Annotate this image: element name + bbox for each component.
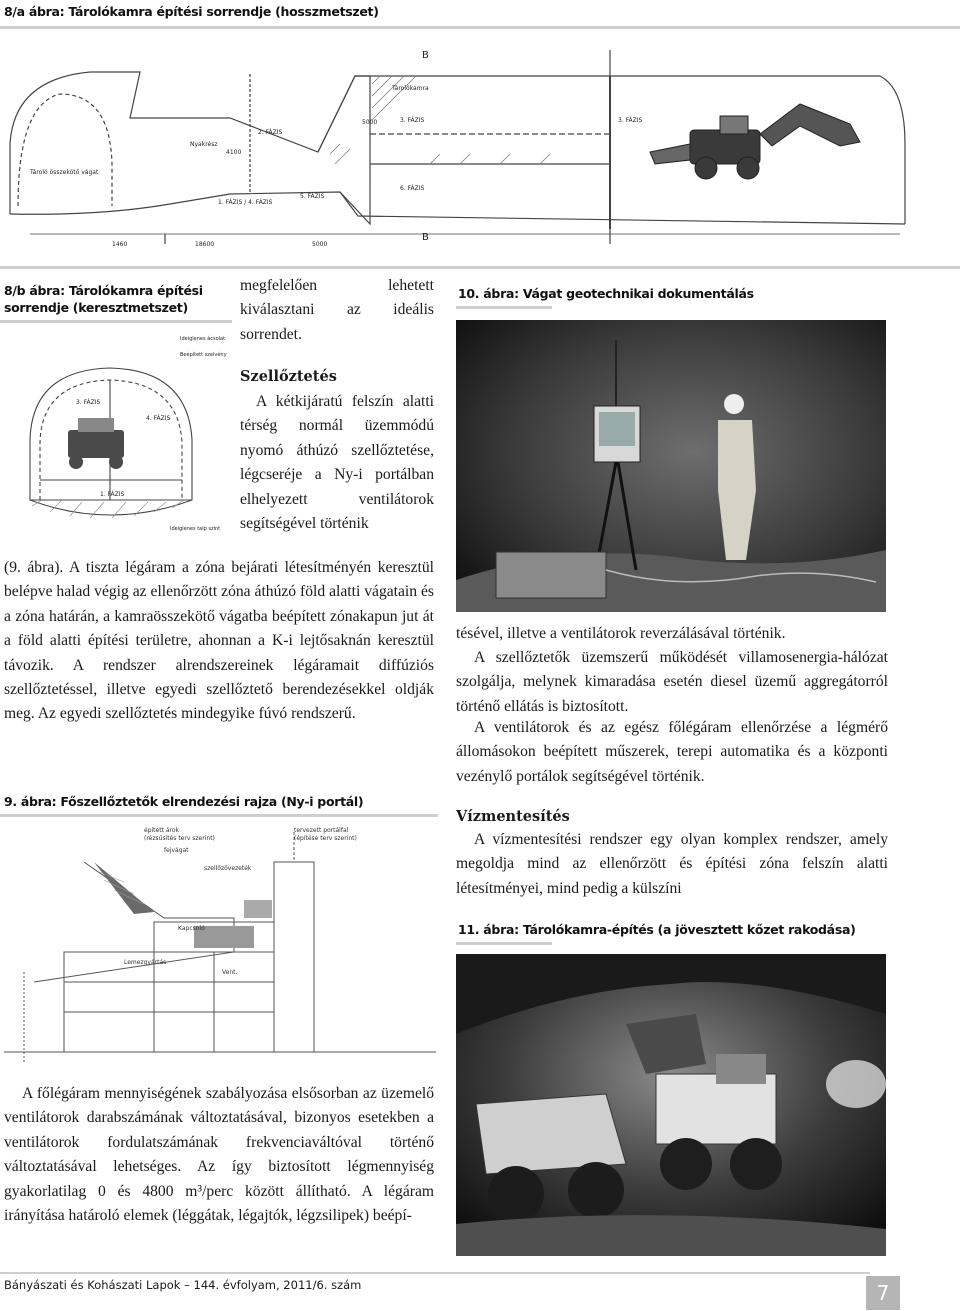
fig11-photo-scene bbox=[456, 954, 886, 1256]
fig8a-phase3a: 3. FÁZIS bbox=[400, 117, 425, 124]
fig8b-phase4: 4. FÁZIS bbox=[146, 415, 171, 422]
right-para-1: tésével, illetve a ventilátorok reverzálásával történik. bbox=[456, 625, 786, 642]
fig10-photo bbox=[456, 320, 886, 612]
fig8b-rule bbox=[0, 320, 232, 323]
fig9-caption: 9. ábra: Főszellőztetők elrendezési rajza (Ny-i portál) bbox=[4, 794, 364, 809]
fig8b-phase1: 1. FÁZIS bbox=[100, 491, 125, 498]
fig8b-note3: Ideiglenes talp szint bbox=[170, 526, 221, 532]
fig11-caption: 11. ábra: Tárolókamra-építés (a jövesztett kőzet rakodása) bbox=[458, 922, 856, 937]
fig8a-phase5: 5. FÁZIS bbox=[300, 193, 325, 200]
fig11-rule bbox=[456, 942, 552, 945]
dewatering-paragraph: A vízmentesítési rendszer egy olyan komplex rendszer, amely megoldja mind az ellenőrzött és építési zóna felszín alatti létesítményei, mind pedig a külszíni bbox=[456, 831, 888, 897]
fig8a-phase3b: 3. FÁZIS bbox=[618, 117, 643, 124]
mid-rule bbox=[0, 266, 960, 269]
fig9-label-6: szellőzővezeték bbox=[204, 865, 252, 872]
fig9-label-4: (építése terv szerint) bbox=[294, 835, 357, 842]
ventilation-heading: Szellőztetés bbox=[240, 368, 337, 385]
fig8a-b-bottom: B bbox=[422, 232, 429, 243]
fig10-caption: 10. ábra: Vágat geotechnikai dokumentálás bbox=[458, 286, 754, 301]
fig8a-b-top: B bbox=[422, 50, 429, 61]
fig8b-caption: 8/b ábra: Tárolókamra építési sorrendje (keresztmetszet) bbox=[4, 283, 203, 315]
fig8a-dim2: 18600 bbox=[195, 241, 215, 248]
fig9-label-3: tervezett portálfal bbox=[294, 827, 349, 834]
fig8a-connector: Tároló összekötő vágat bbox=[30, 169, 99, 176]
fig9-label-5: fejvágat bbox=[164, 847, 189, 854]
fig8a-storage-label: Tárolókamra bbox=[392, 85, 429, 92]
fig8a-h1: 4100 bbox=[226, 149, 242, 156]
fig8b-note1: Ideiglenes ácsolat bbox=[180, 336, 226, 342]
bottom-left-paragraph: A főlégáram mennyiségének szabályozása elsősorban az üzemelő ventilátorok darabszámának változtatásával, bizonyos esetekben a ventilátorok fordulatszámának frekvenciaváltóval történő változtatásával lehetséges. Az így biztosított légmennyiség gyakorlatilag 0 és 4800 m³/perc között állítható. A légáram irányítása határoló elemek (léggátak, légajtók, légzsilipek) beépí- bbox=[4, 1085, 434, 1225]
right-para-3: A ventilátorok és az egész főlégáram ellenőrzése a légmérő állomásokon beépített műszerek, terepi automatika és a központi vezénylő portálok segítségével történik. bbox=[456, 719, 888, 785]
footer-rule bbox=[0, 1272, 870, 1274]
fig9-label-2: (rézsűsítés terv szerint) bbox=[144, 835, 215, 842]
fig8a-drawing bbox=[0, 34, 960, 260]
fig8b-note2: Beépített szelvény bbox=[180, 352, 227, 358]
fig9-label-7: Lemezgyártás bbox=[124, 959, 167, 966]
fig8a-phase6: 6. FÁZIS bbox=[400, 185, 425, 192]
fig8a-caption: 8/a ábra: Tárolókamra építési sorrendje (hosszmetszet) bbox=[4, 4, 379, 19]
fig8b-phase3: 3. FÁZIS bbox=[76, 399, 101, 406]
fig9-label-9: Vent. bbox=[222, 969, 238, 976]
fig10-rule bbox=[456, 306, 552, 309]
fig8a-dim3: 5000 bbox=[312, 241, 328, 248]
fig10-photo-scene bbox=[456, 320, 886, 612]
fig9-label-1: épített árok bbox=[144, 827, 179, 834]
fig8b-drawing bbox=[20, 330, 235, 540]
intro-paragraph: megfelelően lehetett kiválasztani az ideális sorrendet. bbox=[240, 277, 434, 343]
ventilation-para-1a: A kétkijáratú felszín alatti térség normál üzemmódú nyomó áthúzó szellőztetése, légcseréje a Ny-i portálban elhelyezett ventilátorok segítségével történik bbox=[240, 393, 434, 533]
top-rule bbox=[0, 26, 960, 29]
dewatering-heading: Vízmentesítés bbox=[456, 808, 570, 825]
ventilation-para-1b: (9. ábra). A tiszta légáram a zóna bejárati létesítményén keresztül belépve halad végig az ellenőrzött zóna áthúzó föld alatti vágatain és a zóna határán, a kamraösszekötő vágatba beépített zónakapun jut át a föld alatti építési területre, ahonnan a K-i lejtősaknán keresztül távozik. A rendszer alrendszereinek légáramait diffúziós szellőztetéssel, illetve egyedi szellőztető berendezésekkel oldják meg. Az egyedi szellőztetés mindegyike fúvó rendszerű. bbox=[4, 559, 434, 723]
fig8a-neck: Nyakrész bbox=[190, 141, 218, 148]
page-number: 7 bbox=[866, 1276, 900, 1310]
fig9-label-8: Kapcsoló bbox=[178, 925, 205, 932]
fig8a-phase14: 1. FÁZIS / 4. FÁZIS bbox=[218, 199, 273, 206]
fig8a-dim1: 1460 bbox=[112, 241, 128, 248]
fig8a-phase2: 2. FÁZIS bbox=[258, 129, 283, 136]
fig8a-h2: 5000 bbox=[362, 119, 378, 126]
fig11-photo bbox=[456, 954, 886, 1256]
fig9-rule bbox=[0, 814, 438, 817]
fig9-drawing bbox=[4, 822, 436, 1066]
right-para-2: A szellőztetők üzemszerű működését villamosenergia-hálózat szolgálja, melynek kimaradása esetén diesel üzemű aggregátorról történő ellátás is biztosított. bbox=[456, 649, 888, 715]
footer-journal: Bányászati és Kohászati Lapok – 144. évfolyam, 2011/6. szám bbox=[4, 1278, 362, 1292]
